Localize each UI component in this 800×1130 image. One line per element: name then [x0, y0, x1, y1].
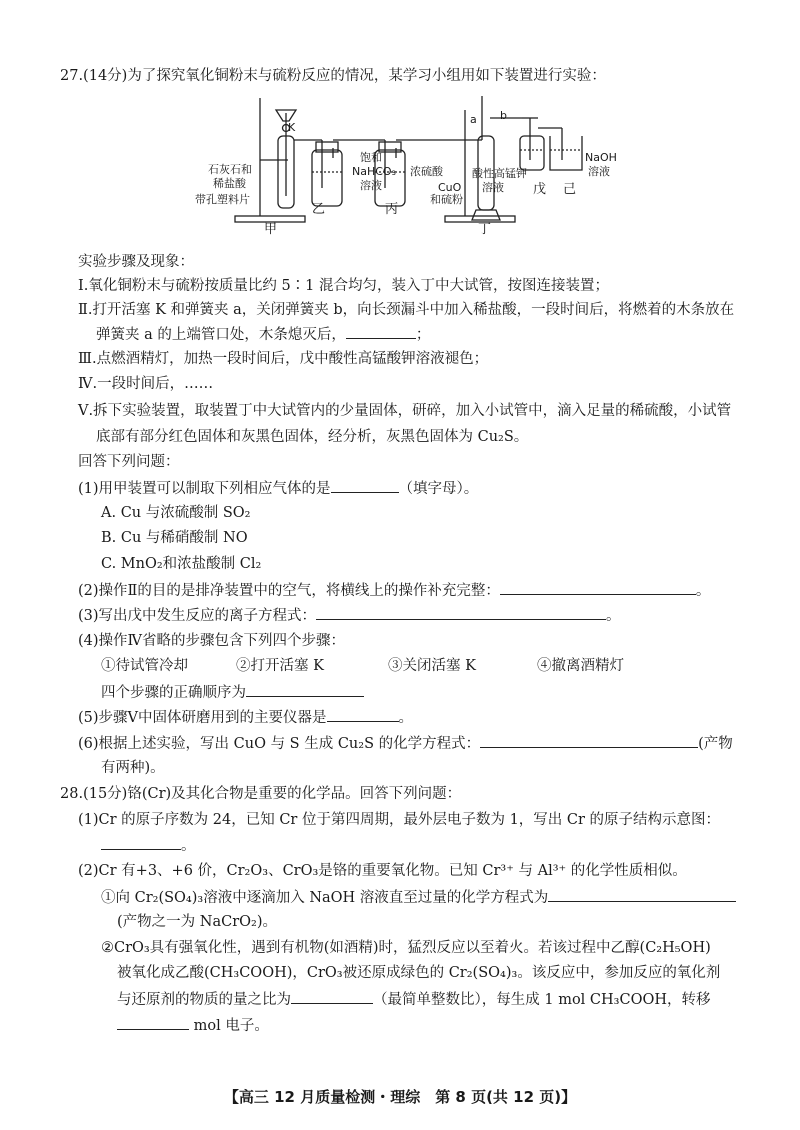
q27-header: 27.(14分)为了探究氧化铜粉末与硫粉反应的情况，某学习小组用如下装置进行实验：: [60, 68, 606, 84]
yi-reagent-3: 溶液: [360, 179, 382, 192]
q27-1-option-b: B. Cu 与稀硝酸制 NO: [101, 530, 248, 546]
label-a: a: [470, 113, 477, 126]
q28-2-2-line-4: [117, 1015, 269, 1036]
wu-bottle: [520, 136, 544, 170]
q28-2-1-note: (产物之一为 NaCrO₂)。: [117, 914, 277, 930]
q27-1-option-a: A. Cu 与浓硫酸制 SO₂: [101, 505, 251, 521]
yi-bottle: [312, 150, 342, 206]
wu-reagent-2: 溶液: [482, 181, 504, 194]
q28-2-2-line-2: 被氧化成乙酸(CH₃COOH)，CrO₃被还原成绿色的 Cr₂(SO₄)₃。该反应中，参加反应的氧化剂: [117, 965, 721, 981]
q28-2-2-line-1: ②CrO₃具有强氧化性，遇到有机物(如酒精)时，猛烈反应以至着火。若该过程中乙醇(C₂H₅OH): [101, 940, 711, 956]
q27-2: [78, 580, 710, 601]
q28-1-end: 。: [181, 838, 196, 854]
jia-reagent-2: 稀盐酸: [213, 177, 246, 190]
q27-2-blank[interactable]: [500, 580, 696, 595]
step-5-line-2: 底部有部分红色固体和灰黑色固体，经分析，灰黑色固体为 Cu₂S。: [96, 429, 529, 445]
q28-2-2-ratio-blank[interactable]: [291, 989, 373, 1004]
label-ji: 己: [563, 182, 577, 197]
q27-5: [78, 707, 413, 728]
label-bing: 丙: [385, 202, 399, 217]
steps-title: 实验步骤及现象：: [78, 254, 194, 270]
q27-4-opt-1: ①待试管冷却: [101, 658, 188, 674]
step-4: Ⅳ.一段时间后，……: [78, 376, 214, 392]
label-wu: 戊: [533, 182, 547, 197]
q27-1-option-c: C. MnO₂和浓盐酸制 Cl₂: [101, 556, 262, 572]
step-2-line-1: Ⅱ.打开活塞 K 和弹簧夹 a，关闭弹簧夹 b，向长颈漏斗中加入稀盐酸，一段时间后，将燃着的木条放在: [78, 302, 735, 318]
step-5-line-1: Ⅴ.拆下实验装置，取装置丁中大试管内的少量固体，研碎，加入小试管中，滴入足量的稀硫酸，小试管: [78, 403, 732, 419]
q28-2-2-mid: （最简单整数比），每生成 1 mol CH₃COOH，转移: [373, 992, 711, 1008]
label-b: b: [500, 109, 507, 122]
jia-reagent-1: 石灰石和: [208, 163, 252, 176]
step-2-end: ；: [415, 327, 431, 343]
q27-6-blank[interactable]: [480, 733, 698, 748]
q27-2-text: (2)操作Ⅱ的目的是排净装置中的空气，将横线上的操作补充完整：: [78, 583, 500, 599]
q27-1: [78, 478, 478, 499]
q27-3-text: (3)写出戊中发生反应的离子方程式：: [78, 608, 317, 624]
q28-2-2-line-3: [117, 989, 711, 1010]
wu-reagent-1: 酸性高锰钾: [472, 167, 527, 180]
q28-2-2-end: mol 电子。: [193, 1018, 269, 1034]
q27-4: (4)操作Ⅳ省略的步骤包含下列四个步骤：: [78, 633, 346, 649]
q27-3: [78, 605, 621, 626]
q27-2-end: 。: [695, 583, 711, 599]
q27-4-order-text: 四个步骤的正确顺序为: [101, 685, 246, 701]
q27-5-text: (5)步骤Ⅴ中固体研磨用到的主要仪器是: [78, 710, 327, 726]
label-yi: 乙: [312, 202, 326, 217]
q28-2-1-text: ①向 Cr₂(SO₄)₃溶液中逐滴加入 NaOH 溶液直至过量的化学方程式为: [101, 890, 549, 906]
q27-6-cont: 有两种)。: [101, 760, 165, 776]
label-ding: 丁: [478, 222, 492, 237]
q27-6: [78, 733, 733, 754]
apparatus-figure: [190, 88, 630, 228]
q28-1-blank[interactable]: [101, 835, 181, 850]
step-2-line-2: [96, 324, 430, 345]
q27-4-opt-3: ③关闭活塞 K: [388, 658, 476, 674]
q27-4-opt-4: ④撤离酒精灯: [537, 658, 624, 674]
q27-3-blank[interactable]: [316, 605, 606, 620]
q28-2-1-blank[interactable]: [548, 887, 736, 902]
ji-reagent-1: NaOH: [585, 151, 617, 164]
ding-reagent-1: CuO: [438, 181, 462, 194]
q27-5-blank[interactable]: [327, 707, 399, 722]
yi-reagent-1: 饱和: [360, 151, 382, 164]
q27-6-text: (6)根据上述实验，写出 CuO 与 S 生成 Cu₂S 的化学方程式：: [78, 736, 481, 752]
q27-4-order: [101, 682, 364, 703]
ji-reagent-2: 溶液: [588, 165, 610, 178]
bing-reagent: 浓硫酸: [410, 165, 443, 178]
q27-5-end: 。: [398, 710, 414, 726]
q27-3-end: 。: [606, 608, 621, 624]
q28-header: 28.(15分)铬(Cr)及其化合物是重要的化学品。回答下列问题：: [60, 786, 462, 802]
label-jia: 甲: [264, 222, 278, 237]
q28-1-answer: [101, 835, 196, 856]
ji-beaker: [550, 136, 582, 170]
q28-2: (2)Cr 有+3、+6 价，Cr₂O₃、CrO₃是铬的重要氧化物。已知 Cr³⁺ 与 Al³⁺ 的化学性质相似。: [78, 863, 687, 879]
step-1: Ⅰ.氧化铜粉末与硫粉按质量比约 5∶1 混合均匀，装入丁中大试管，按图连接装置；: [78, 278, 610, 294]
q28-1: (1)Cr 的原子序数为 24，已知 Cr 位于第四周期，最外层电子数为 1，写出 Cr 的原子结构示意图：: [78, 812, 721, 828]
answer-intro: 回答下列问题：: [78, 454, 180, 470]
step-2-blank[interactable]: [346, 324, 416, 339]
q27-4-blank[interactable]: [246, 682, 364, 697]
q27-4-opt-2: ②打开活塞 K: [236, 658, 324, 674]
jia-plate-label: 带孔塑料片: [195, 193, 250, 206]
q27-1-end: （填字母）。: [398, 481, 479, 497]
q28-2-2-electron-blank[interactable]: [117, 1015, 189, 1030]
ding-reagent-2: 和硫粉: [430, 193, 463, 206]
step-2-text: 弹簧夹 a 的上端管口处，木条熄灭后，: [96, 327, 346, 343]
q28-2-2-ratio-text: 与还原剂的物质的量之比为: [117, 992, 291, 1008]
q27-6-end: (产物: [698, 736, 733, 752]
alcohol-lamp: [472, 210, 500, 220]
q28-2-1: [101, 887, 736, 908]
page-footer: 【高三 12 月质量检测・理综 第 8 页(共 12 页)】: [223, 1088, 577, 1106]
step-3: Ⅲ.点燃酒精灯，加热一段时间后，戊中酸性高锰酸钾溶液褪色；: [78, 351, 489, 367]
label-k: K: [288, 121, 296, 134]
yi-reagent-2: NaHCO₃: [352, 165, 396, 178]
q27-1-blank[interactable]: [331, 478, 399, 493]
q27-1-text: (1)用甲装置可以制取下列相应气体的是: [78, 481, 331, 497]
